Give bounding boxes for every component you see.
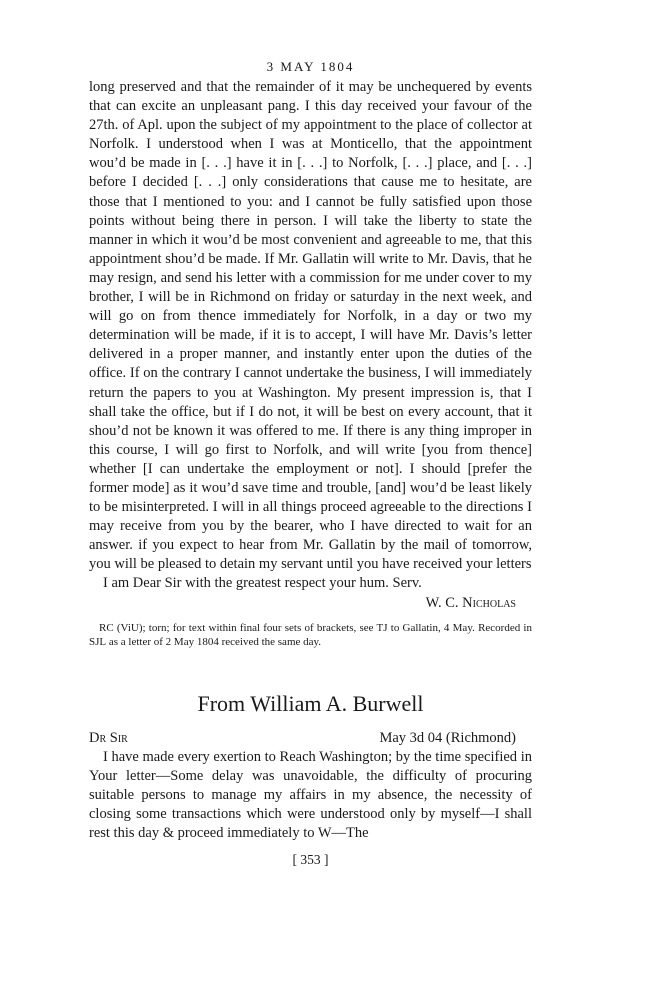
letter-paragraph: I have made every exertion to Reach Washington; by the time specified in Your letter—Some delay was unavoidable, the difficulty of procuring suitable persons to manage my affairs in my absence, the necessity of closing some transactions which were understood only by myself—I shall rest this day & proceed immediately to W—The [89, 748, 532, 842]
letter-closing: I am Dear Sir with the greatest respect your hum. Serv. [103, 575, 422, 592]
source-note-text: as a letter of 2 May 1804 received the same day. [106, 635, 322, 648]
salutation: Dr Sir [89, 729, 128, 746]
running-head: 3 MAY 1804 [266, 59, 355, 74]
letter-nicholas-body [89, 78, 532, 574]
letter-paragraph: long preserved and that the remainder of it may be unchequered by events that can excite an unpleasant pang. I this day received your favour of the 27th. of Apl. upon the subject of my appointment to the place of collector at Norfolk. I understood when I was at Monticello, that the appointment wou’d be made in [. . .] have it in [. . .] to Norfolk, [. . .] place, and [. . .] before I decided [. . .] only considerations that cause me to hesitate, are those that I mentioned to you: and I cannot be fully satisfied upon those points without being there in person. I will take the liberty to state the manner in which it wou’d be most convenient and agreeable to me, that this appointment shou’d be made. If Mr. Gallatin will write to Mr. Davis, that he may resign, and send his letter with a commission for me under cover to my brother, I will be in Richmond on friday or saturday in the next week, and will go on from thence immediately for Norfolk, in a day or two my determination will be made, if it is to accept, I will have Mr. Davis’s letter delivered in a proper manner, and instantly enter upon the duties of the office. If on the contrary I cannot undertake the business, I will immediately return the papers to you at Washington. My present impression is, that I shall take the office, but if I do not, it will be best on every account, that it shou’d not be known it was offered to me. If there is any thing improper in this course, I will go first to Norfolk, and will write [you from thence] whether [I can undertake the employment or not]. I should [prefer the former mode] as it wou’d save time and trouble, [and] wou’d be least likely to be misinterpreted. I will in all things proceed agreeable to the directions I may receive from you by the bearer, who I have directed to wait for an answer. if you expect to hear from Mr. Gallatin by the mail of tomorrow, you will be pleased to detain my servant until you have received your letters [89, 79, 532, 573]
letter-burwell-body [89, 748, 532, 843]
source-note [89, 621, 532, 649]
source-note-abbrev: SJL [89, 635, 107, 648]
page [89, 56, 532, 869]
source-note-text: RC (ViU); torn; for text within final four sets of brackets, see TJ to Gallatin, 4 May. Recorded in [99, 621, 532, 634]
signature: W. C. Nicholas [425, 594, 516, 611]
dateline: May 3d 04 (Richmond) [379, 729, 516, 746]
salutation-row [89, 729, 532, 748]
page-number: [ 353 ] [292, 852, 329, 868]
document-title: From William A. Burwell [197, 690, 424, 716]
